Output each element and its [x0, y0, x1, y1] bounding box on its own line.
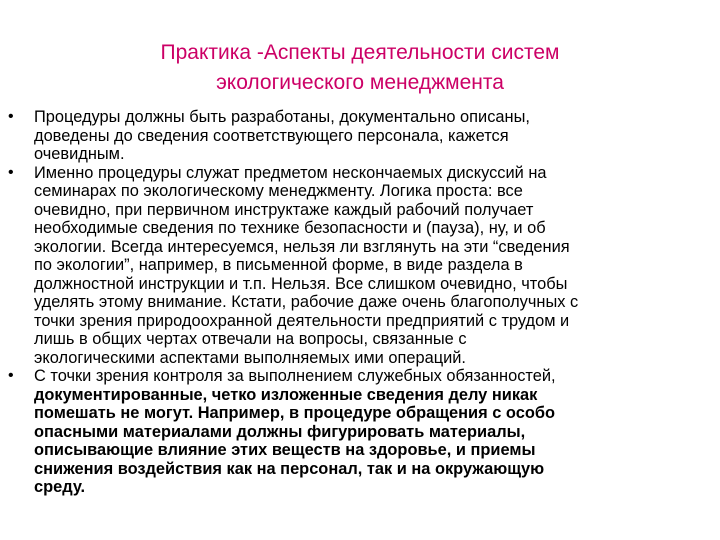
text-line: экологии. Всегда интересуемся, нельзя ли взглянуть на эти “сведения	[34, 237, 570, 256]
text-line: документированные, четко изложенные сведения делу никак	[34, 385, 538, 404]
text-line: помешать не могут. Например, в процедуре обращения с особо	[34, 404, 555, 422]
bullet-marker: •	[8, 367, 14, 384]
text-line: Именно процедуры служат предметом нескончаемых дискуссий на	[34, 163, 547, 182]
text-line: точки зрения природоохранной деятельности предприятий с трудом и	[34, 311, 570, 330]
text-line: должностной инструкции и т.п. Нельзя. Все слишком очевидно, чтобы	[34, 274, 568, 293]
bullet-marker: •	[8, 163, 14, 181]
bullet-text	[34, 164, 714, 368]
title-line: Практика -Аспекты деятельности систем	[160, 41, 560, 64]
text-line: семинарах по экологическому менеджменту. Логика проста: все	[34, 182, 523, 200]
bullet-text	[34, 367, 714, 497]
text-line: очевидно, при первичном инструктаже каждый рабочий получает	[34, 200, 534, 219]
text-line: Процедуры должны быть разработаны, документально описаны,	[34, 108, 530, 126]
bullet-item	[8, 164, 714, 368]
title-line: экологического менеджмента	[216, 71, 504, 94]
bullet-list	[8, 108, 714, 497]
text-line: опасными материалами должны фигурировать материалы,	[34, 422, 526, 441]
text-line: среду.	[34, 478, 86, 496]
bullet-item	[8, 108, 714, 164]
text-line: лишь в общих чертах отвечали на вопросы, связанные с	[34, 330, 467, 348]
text-line: необходимые сведения по технике безопасности и (пауза), ну, и об	[34, 219, 546, 237]
bullet-item	[8, 367, 714, 497]
text-line: С точки зрения контроля за выполнением служебных обязанностей,	[34, 367, 556, 385]
text-line: экологическими аспектами выполняемых ими операций.	[34, 348, 466, 367]
bullet-text	[34, 108, 714, 164]
text-line: очевидным.	[34, 145, 125, 163]
text-line: по экологии”, например, в письменной форме, в виде раздела в	[34, 256, 523, 274]
text-line: описывающие влияние этих веществ на здоровье, и приемы	[34, 441, 536, 459]
slide-title	[60, 38, 660, 98]
text-line: уделять этому внимание. Кстати, рабочие даже очень благополучных с	[34, 293, 579, 311]
text-line: снижения воздействия как на персонал, так и на окружающую	[34, 459, 545, 478]
bullet-marker: •	[8, 108, 14, 125]
text-line: доведены до сведения соответствующего персонала, кажется	[34, 126, 509, 145]
